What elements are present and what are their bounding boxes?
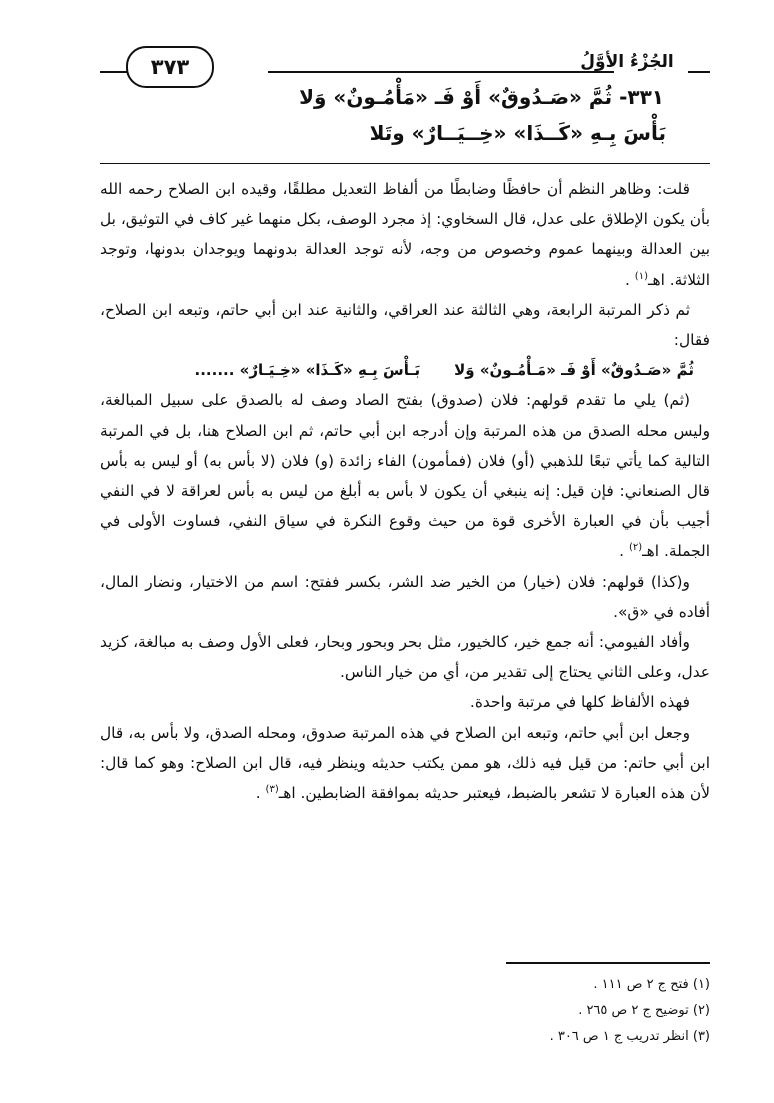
page-header — [100, 38, 710, 82]
footnote: (٢) توضيح ج ٢ ص ٢٦٥ . — [578, 1003, 710, 1018]
footnote-ref: (٣) — [265, 783, 279, 795]
paragraph-text: (ثم) يلي ما تقدم قولهم: فلان (صدوق) بفتح الصاد وصف له بالصدق على سبيل المبالغة، وليس محله الصدق من هذه المرتبة وإن أدرجه ابن أبي حاتم، ثم ابن الصلاح هنا، بل في المرتبة التالية كما يأتي تبعًا للذهبي (أو) فلان (فمأمون) الفاء زائدة (و) فلان (لا بأس به) أو ليس به بأس قال الصنعاني: فإن قيل: إنه ينبغي أن يكون لا بأس به أبلغ من ليس به بأس لعراقة لا في النفي أجيب بأن في العبارة الأخرى قوة من حيث وقوع النكرة في سياق النفي، فساوت الأولى في الجملة. اهـ — [100, 391, 710, 561]
footnote-ref: (٢) — [628, 542, 643, 554]
footnotes — [290, 972, 710, 1050]
footnote-rule — [506, 962, 710, 964]
header-rule-end — [688, 71, 710, 73]
poem-line-1: ٣٣١- ثُمَّ «صَـدُوقٌ» أَوْ فَـ «مَأْمُـونٌ» وَلا — [299, 85, 664, 109]
paragraph — [100, 718, 710, 809]
paragraph-text: قلت: وظاهر النظم أن حافظًا وضابطًا من ألفاظ التعديل مطلقًا، وقيده ابن الصلاح رحمه الله بأن يكون الإطلاق على عدل، قال السخاوي: إذ مجرد الوصف، بكل منهما غير كاف في التوثيق، بل بين العدالة وبينهما عموم وخصوص من وجه، لأنه توجد العدالة بدونهما ويوجدان بدونها، وتوجد الثلاثة. اهـ — [100, 180, 710, 289]
page-number: ٣٧٣ — [126, 46, 214, 88]
paragraph: ثم ذكر المرتبة الرابعة، وهي الثالثة عند العراقي، والثانية عند ابن أبي حاتم، وتبعه ابن الصلاح، فقال: — [100, 300, 710, 350]
paragraph-end: . — [255, 784, 261, 803]
footnote-ref: (١) — [634, 270, 648, 282]
paragraph: فهذه الألفاظ كلها في مرتبة واحدة. — [469, 693, 690, 712]
quoted-verse-part-2: بَـأْسَ بِـهِ «كَـذَا» «خِـيَـارٌ» ....... — [194, 361, 421, 380]
footnote: (١) فتح ج ٢ ص ١١١ . — [593, 977, 710, 992]
paragraph-text: وجعل ابن أبي حاتم، وتبعه ابن الصلاح في هذه المرتبة صدوق، ومحله الصدق، ولا بأس به، قال ابن أبي حاتم: من قيل فيه ذلك، هو ممن يكتب حديثه وينظر فيه، قال ابن الصلاح: وهو كما قال: لأن هذه العبارة لا تشعر بالضبط، فيعتبر حديثه بموافقة الضابطين. اهـ — [100, 723, 710, 803]
header-rule-right — [268, 71, 614, 73]
poem-divider — [100, 163, 710, 164]
paragraph: و(كذا) قولهم: فلان (خيار) من الخير ضد الشر، بكسر ففتح: اسم من الاختيار، ونضار المال، أفاده في «ق». — [100, 572, 710, 621]
paragraph: وأفاد الفيومي: أنه جمع خير، كالخيور، مثل بحر وبحور وبحار، فعلى الأول وصف به مبالغة، كزيد عدل، وعلى الثاني يحتاج إلى تقدير من، أي من خيار الناس. — [100, 633, 710, 682]
quoted-verse — [100, 355, 710, 385]
paragraph — [100, 174, 710, 295]
paragraph — [100, 385, 710, 566]
running-title: الجُزْءُ الأوَّلُ — [580, 52, 674, 72]
quoted-verse-part-1: ثُمَّ «صَـدُوقٌ» أَوْ فَـ «مَـأْمُـونٌ» وَلا — [454, 361, 694, 380]
paragraph-end: . — [619, 542, 625, 561]
paragraph-end: . — [624, 270, 630, 289]
commentary-body — [100, 174, 710, 808]
footnote: (٣) انظر تدريب ج ١ ص ٣٠٦ . — [549, 1029, 710, 1044]
poem-line-2: بَأْسَ بِـهِ «كَــذَا» «خِــيَــارٌ» وتَلا — [369, 121, 666, 145]
